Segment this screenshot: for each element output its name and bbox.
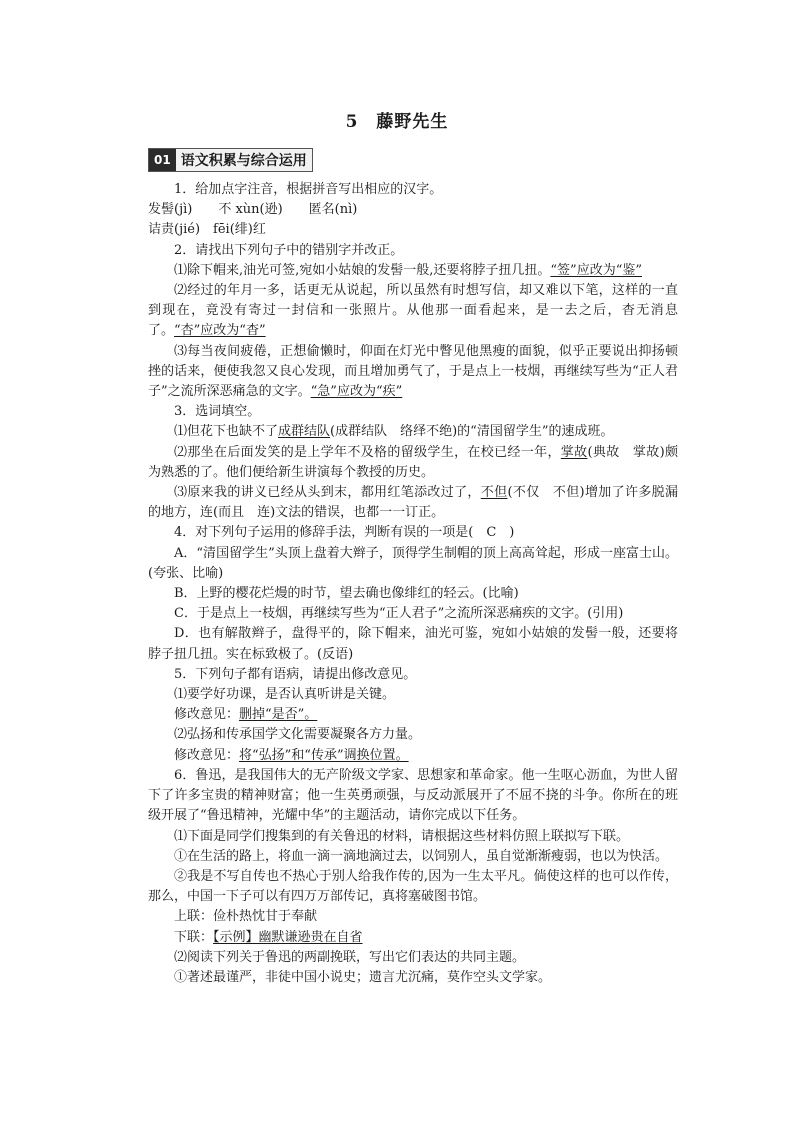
q6-task-2: ⑵阅读下列关于鲁迅的两副挽联，写出它们表达的共同主题。	[174, 949, 526, 965]
q2-answer-3: “急”应改为“疾”	[310, 384, 403, 400]
q1-row2: 诘责(jié) fēi(绯)红	[148, 222, 266, 238]
q6-task-1: ⑴下面是同学们搜集到的有关鲁迅的材料，请根据这些材料仿照上联拟写下联。	[174, 828, 630, 844]
q4-stem: 4．对下列句子运用的修辞手法，判断有误的一项是( C )	[174, 525, 515, 541]
q6-material-2: ②我是不写自传也不热心于别人给我作传的,因为一生太平凡。倘使这样的也可以作传，那么，中国一下子可以有四万万部传记，真将塞破图书馆。	[148, 868, 678, 905]
q6-couplet-1: ①著述最谨严，非徒中国小说史；遗言尤沉痛，莫作空头文学家。	[174, 969, 552, 985]
q3-text: (成群结队 络绎不绝)的“清国留学生”的速成班。	[330, 424, 614, 440]
q5-sentence-2: ⑵弘扬和传承国学文化需要凝聚各方力量。	[174, 727, 422, 743]
q3-item-3	[148, 483, 678, 523]
section-number: 01	[149, 149, 176, 171]
q5-sentence-1: ⑴要学好功课，是否认真听讲是关键。	[174, 687, 396, 703]
lower-label: 下联：	[174, 929, 214, 945]
q2-sentence-2: ⑵经过的年月一多，话更无从说起，所以虽然有时想写信，却又难以下笔，这样的一直到现在，竟没有寄过一封信和一张照片。从他那一面看起来，是一去之后，杳无消息了。	[148, 283, 678, 339]
q3-answer-1: 成群结队	[278, 424, 331, 440]
q3-text: (典故 掌故)颇为熟悉的了。他们便给新生讲演每个教授的历史。	[148, 444, 678, 480]
q4-option-b: B．上野的樱花烂熳的时节，望去确也像绯红的轻云。(比喻)	[174, 586, 519, 602]
q1-stem: 1．给加点字注音，根据拼音写出相应的汉字。	[174, 182, 443, 197]
q5-fix-2	[148, 746, 678, 766]
q6-lower-couplet	[148, 928, 678, 948]
q5-stem: 5．下列句子都有语病，请提出修改意见。	[174, 666, 417, 682]
q3-item-1	[148, 422, 678, 442]
section-badge	[148, 148, 313, 172]
q2-answer-2: “杏”应改为“杳”	[174, 323, 266, 339]
q6-upper-couplet: 上联：俭朴热忱甘于奉献	[174, 909, 318, 925]
page-title: 5 藤野先生	[345, 112, 449, 132]
q3-text: ⑴但花下也缺不了	[174, 424, 279, 440]
q2-stem: 2．请找出下列句子中的错别字并改正。	[174, 242, 404, 258]
q3-answer-2: 掌故	[560, 444, 588, 460]
q3-text: ⑶原来我的讲义已经从头到末，都用红笔添改过了，	[174, 485, 481, 501]
q4-option-c: C．于是点上一枝烟，再继续写些为“正人君子”之流所深恶痛疾的文字。(引用)	[174, 606, 624, 622]
fix-label: 修改意见：	[174, 707, 240, 723]
q6-material-1: ①在生活的路上，将血一滴一滴地滴过去，以饲别人，虽自觉渐渐瘦弱，也以为快活。	[174, 848, 669, 864]
q2-item-3	[148, 342, 678, 403]
q3-answer-3: 不但	[480, 485, 508, 501]
q6-stem: 6．鲁迅，是我国伟大的无产阶级文学家、思想家和革命家。他一生呕心沥血，为世人留下了许多宝贵的精神财富；他一生英勇顽强，与反动派展开了不屈不挠的斗争。你所在的班级开展了“鲁迅精神，光耀中华”的主题活动，请你完成以下任务。	[148, 767, 678, 824]
q4-option-d: D．也有解散辫子，盘得平的，除下帽来，油光可鉴，宛如小姑娘的发髻一般，还要将脖子扭几扭。实在标致极了。(反语)	[148, 626, 678, 662]
q2-sentence-3: ⑶每当夜间疲倦，正想偷懒时，仰面在灯光中瞥见他黑瘦的面貌，似乎正要说出抑扬顿挫的话来，便使我忽又良心发现，而且增加勇气了，于是点上一枝烟，再继续写些为“正人君子”之流所深恶痛急的文字。	[148, 343, 678, 400]
q2-item-1	[148, 261, 678, 281]
q6-answer-lower: 【示例】幽默谦逊贵在自省	[213, 929, 363, 945]
fix-label: 修改意见：	[174, 747, 240, 763]
section-label: 语文积累与综合运用	[176, 149, 312, 171]
exercise-content	[148, 180, 678, 988]
q2-sentence-1: ⑴除下帽来,油光可签,宛如小姑娘的发髻一般,还要将脖子扭几扭。	[174, 262, 551, 278]
q5-fix-1	[148, 705, 678, 725]
q5-answer-1: 删掉“是否”。	[239, 707, 318, 723]
q4-option-a: A．“清国留学生”头顶上盘着大辫子，顶得学生制帽的顶上高高耸起，形成一座富士山。(夸张、比喻)	[148, 545, 678, 581]
q3-stem: 3．选词填空。	[174, 404, 261, 420]
q1-row1: 发髻(jì) 不 xùn(逊) 匿名(nì)	[148, 202, 358, 218]
q2-answer-1: “签”应改为“鉴”	[550, 262, 642, 278]
q3-item-2	[148, 443, 678, 483]
q2-item-2	[148, 281, 678, 342]
q5-answer-2: 将“弘扬”和“传承”调换位置。	[239, 747, 409, 763]
q3-text: (不仅 不但)增加了许多脱漏的地方，连(而且 连)文法的错误，也都一一订正。	[148, 485, 678, 521]
q3-text: ⑵那坐在后面发笑的是上学年不及格的留级学生，在校已经一年，	[174, 444, 561, 460]
